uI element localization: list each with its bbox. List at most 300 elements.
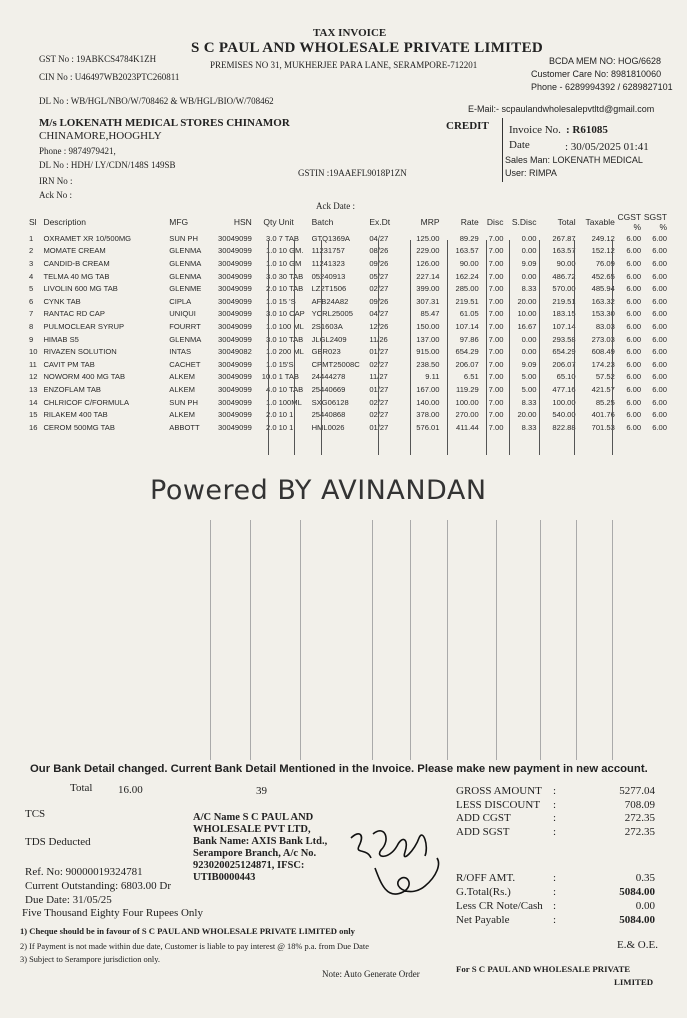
table-cell: 167.00 [416, 384, 440, 394]
bank-change-notice: Our Bank Detail changed. Current Bank Detail Mentioned in the Invoice. Please make new payment in new account. [30, 763, 648, 775]
table-cell: 30049099 [218, 359, 252, 369]
table-cell: 30049099 [218, 321, 252, 331]
table-cell: 7.00 [488, 410, 504, 420]
table-cell: 05/27 [369, 271, 389, 281]
table-cell: TELMA 40 MG TAB [43, 271, 110, 281]
table-cell: HIMAB S5 [43, 334, 79, 344]
table-cell: 227.14 [416, 271, 440, 281]
table-row [28, 345, 668, 358]
table-cell: 1.0 [266, 296, 277, 306]
summary-label: G.Total(Rs.) [456, 886, 511, 898]
table-cell: SUN PH [169, 233, 198, 243]
ghost-rule [447, 520, 448, 760]
invoice-date: : 30/05/2025 01:41 [565, 141, 649, 153]
sales-man: Sales Man: LOKENATH MEDICAL [505, 155, 643, 165]
summary-colon: : [553, 914, 557, 926]
customer-place: CHINAMORE,HOOGHLY [39, 130, 162, 142]
table-cell: 30049099 [218, 309, 252, 319]
column-header: MRP [420, 217, 440, 227]
table-cell: 6.00 [652, 372, 667, 382]
table-cell: 02/27 [369, 284, 389, 294]
table-cell: 200 ML [278, 347, 304, 357]
table-cell: 11241323 [311, 258, 345, 268]
table-cell: 3 [29, 258, 34, 268]
table-cell: 7.00 [488, 321, 504, 331]
bank-line: WHOLESALE PVT LTD, [193, 824, 311, 835]
table-cell: 04/27 [369, 233, 389, 243]
table-cell: 24444278 [311, 372, 346, 382]
credit-label: CREDIT [446, 120, 489, 132]
table-cell: 5.00 [521, 372, 537, 382]
table-cell: 6.00 [652, 384, 667, 394]
table-cell: 915.00 [416, 347, 440, 357]
table-cell: 293.58 [552, 334, 576, 344]
column-header: Ex.Dt [369, 217, 391, 227]
term-line: 2) If Payment is not made within due date, Customer is liable to pay interest @ 18% p.a. from Due Date [20, 942, 369, 951]
summary-value: 0.00 [635, 900, 655, 912]
table-cell: 1.0 [266, 246, 277, 256]
table-cell: 6.00 [652, 422, 667, 432]
table-cell: 8.33 [521, 284, 537, 294]
dl-number: DL No : WB/HGL/NBO/W/708462 & WB/HGL/BIO/W/708462 [39, 96, 274, 106]
table-cell: 30049099 [218, 233, 252, 243]
table-cell: 238.50 [416, 359, 440, 369]
bank-details [193, 812, 327, 884]
table-cell: 150.00 [416, 321, 440, 331]
customer-gstin: GSTIN :19AAEFL9018P1ZN [298, 168, 407, 178]
table-cell: 2.0 [266, 410, 277, 420]
table-cell: 401.76 [591, 410, 615, 420]
table-cell: 97.86 [459, 334, 479, 344]
table-cell: 02/27 [369, 410, 389, 420]
table-cell: ENZOFLAM TAB [43, 384, 101, 394]
table-cell: 6.00 [652, 321, 667, 331]
table-cell: 7 TAB [278, 233, 299, 243]
column-rule [612, 240, 613, 455]
table-cell: 1.0 [266, 258, 277, 268]
company-phone: Phone - 6289994392 / 6289827101 [531, 82, 673, 92]
table-cell: 6.00 [626, 233, 642, 243]
table-cell: 10 [29, 347, 38, 357]
table-cell: 378.00 [416, 410, 440, 420]
table-cell: 6.00 [652, 284, 667, 294]
table-cell: 02/27 [369, 397, 389, 407]
table-body [28, 232, 668, 434]
table-cell: 01/27 [369, 422, 389, 432]
table-cell: OXRAMET XR 10/500MG [43, 233, 132, 243]
table-cell: 12 [29, 372, 38, 382]
table-cell: 219.51 [455, 296, 479, 306]
table-cell: 270.00 [455, 410, 479, 420]
ghost-rule [372, 520, 373, 760]
table-row [28, 408, 668, 421]
table-cell: 30049099 [218, 284, 252, 294]
table-cell: 219.51 [552, 296, 576, 306]
table-cell: 6.00 [626, 334, 642, 344]
amount-in-words: Five Thousand Eighty Four Rupees Only [22, 907, 203, 919]
table-row [28, 232, 668, 245]
table-cell: 20.00 [517, 296, 537, 306]
table-cell: 307.31 [416, 296, 440, 306]
table-cell: 30049099 [218, 271, 252, 281]
ghost-rule [612, 520, 613, 760]
table-cell: 654.29 [455, 347, 479, 357]
summary-label: Less CR Note/Cash [456, 900, 543, 912]
table-cell: LIVOLIN 600 MG TAB [43, 284, 118, 294]
column-header: Total [557, 217, 576, 227]
table-cell: CPMT25008C [311, 359, 360, 369]
total-qty: 16.00 [118, 784, 143, 796]
table-cell: 7 [29, 309, 34, 319]
table-cell: 411.44 [456, 422, 479, 432]
summary-colon: : [553, 812, 557, 824]
table-cell: 1 TAB [278, 372, 299, 382]
table-cell: 25440669 [311, 384, 346, 394]
table-cell: 6.00 [626, 284, 642, 294]
column-header: Batch [311, 217, 334, 227]
table-cell: 0.00 [521, 233, 537, 243]
table-cell: 1.0 [266, 359, 277, 369]
bank-line: Bank Name: AXIS Bank Ltd., [193, 836, 328, 847]
table-cell: 6.00 [652, 397, 667, 407]
bcda-number: BCDA MEM NO: HOG/6628 [549, 56, 662, 66]
table-cell: 6.00 [652, 347, 667, 357]
column-rule [321, 240, 322, 455]
table-cell: 90.00 [556, 258, 576, 268]
table-cell: 11231757 [311, 246, 345, 256]
company-name: S C PAUL AND WHOLESALE PRIVATE LIMITED [191, 40, 544, 56]
doc-title: TAX INVOICE [313, 27, 387, 39]
table-cell: CYNK TAB [43, 296, 81, 306]
table-cell: 57.52 [595, 372, 615, 382]
eoe-label: E.& O.E. [617, 939, 658, 951]
table-cell: 206.07 [455, 359, 479, 369]
table-cell: 3.0 [266, 309, 277, 319]
summary-colon: : [553, 798, 557, 811]
summary-label: GROSS AMOUNT [456, 785, 542, 797]
table-row [28, 383, 668, 396]
table-cell: 09/26 [369, 296, 389, 306]
table-cell: INTAS [169, 347, 192, 357]
table-cell: 119.29 [456, 384, 479, 394]
table-cell: 2.0 [266, 422, 277, 432]
table-cell: 7.00 [488, 309, 504, 319]
table-cell: 6.00 [626, 422, 642, 432]
table-cell: 10 GM. [278, 246, 304, 256]
table-cell: GLENMA [169, 334, 202, 344]
table-cell: 6.00 [626, 410, 642, 420]
column-rule [539, 240, 540, 455]
table-cell: 10.0 [261, 372, 277, 382]
invoice-box-divider [502, 118, 503, 182]
table-cell: 3.0 [266, 334, 277, 344]
table-cell: 0.00 [521, 334, 537, 344]
due-date: Due Date: 31/05/25 [25, 894, 112, 906]
table-cell: 477.16 [552, 384, 576, 394]
table-cell: 570.00 [552, 284, 576, 294]
table-cell: GLENMA [169, 258, 202, 268]
table-row [28, 245, 668, 258]
table-cell: 107.14 [455, 321, 479, 331]
table-row [28, 308, 668, 321]
table-cell: 6.51 [463, 372, 479, 382]
table-cell: 608.49 [591, 347, 615, 357]
table-cell: YCRL25005 [311, 309, 353, 319]
table-cell: 0.00 [521, 347, 537, 357]
summary-value: 272.35 [624, 812, 655, 824]
column-header: Qty [263, 217, 277, 227]
table-row [28, 358, 668, 371]
table-cell: 85.25 [595, 397, 615, 407]
table-row [28, 421, 668, 434]
ghost-rule [540, 520, 541, 760]
table-cell: 7.00 [488, 271, 504, 281]
company-address: PREMISES NO 31, MUKHERJEE PARA LANE, SERAMPORE-712201 [210, 60, 478, 70]
table-cell: 7.00 [488, 347, 504, 357]
table-cell: 6.00 [626, 309, 642, 319]
ack-number: Ack No : [39, 190, 72, 200]
signatory-line: LIMITED [614, 977, 654, 987]
summary-value: 0.35 [635, 872, 655, 884]
table-cell: 11/27 [369, 372, 388, 382]
table-cell: 10 GM [278, 258, 302, 268]
reference-number: Ref. No: 90000019324781 [25, 866, 143, 878]
table-cell: 9 [29, 334, 34, 344]
table-cell: 7.00 [488, 246, 504, 256]
ghost-rule [576, 520, 577, 760]
table-cell: 11/26 [369, 334, 388, 344]
table-cell: 10 CAP [278, 309, 305, 319]
ghost-rule [496, 520, 497, 760]
table-cell: 0.00 [521, 271, 537, 281]
table-cell: 14 [29, 397, 38, 407]
table-cell: ALKEM [169, 384, 196, 394]
bank-line: UTIB0000443 [193, 872, 256, 883]
summary-value: 272.35 [624, 825, 655, 838]
table-cell: 76.09 [595, 258, 615, 268]
column-rule [486, 240, 487, 455]
summary-label: ADD CGST [456, 812, 511, 824]
items-table [28, 212, 668, 434]
bank-line: A/C Name S C PAUL AND [193, 812, 314, 823]
column-header: Sl [29, 217, 37, 227]
table-cell: CHLRICOF C/FORMULA [43, 397, 130, 407]
table-cell: 137.00 [416, 334, 440, 344]
cin-number: CIN No : U46497WB2023PTC260811 [39, 72, 180, 82]
column-rule [378, 240, 379, 455]
summary-label: Net Payable [456, 914, 510, 926]
table-cell: 16.67 [517, 321, 537, 331]
table-cell: 162.24 [455, 271, 479, 281]
table-cell: PULMOCLEAR SYRUP [43, 321, 125, 331]
table-row [28, 270, 668, 283]
table-cell: 152.12 [591, 246, 615, 256]
table-cell: CANDID-B CREAM [43, 258, 110, 268]
invoice-number: : R61085 [566, 124, 608, 136]
auto-generate-note: Note: Auto Generate Order [322, 969, 420, 979]
table-cell: 6.00 [652, 296, 667, 306]
table-cell: 01/27 [369, 347, 389, 357]
table-cell: CIPLA [169, 296, 192, 306]
table-cell: GTQ1369A [311, 233, 350, 243]
summary-label: LESS DISCOUNT [456, 798, 541, 811]
table-cell: 7.00 [488, 422, 504, 432]
table-cell: 4.0 [266, 384, 277, 394]
table-cell: 10 TAB [278, 334, 304, 344]
summary-value: 5277.04 [619, 785, 655, 797]
table-cell: 5.00 [521, 384, 537, 394]
powered-by-watermark: Powered BY AVINANDAN [150, 475, 487, 506]
table-cell: 486.72 [552, 271, 576, 281]
table-cell: 6.00 [652, 233, 667, 243]
table-cell: 10.00 [517, 309, 537, 319]
table-cell: 30049099 [218, 372, 252, 382]
table-cell: 10 TAB [278, 284, 304, 294]
column-header: CGST % [617, 212, 642, 232]
table-cell: 183.15 [552, 309, 576, 319]
table-header-row [28, 212, 668, 232]
gst-number: GST No : 19ABKCS4784K1ZH [39, 54, 157, 64]
table-cell: ABBOTT [169, 422, 200, 432]
table-cell: 15'S [278, 359, 294, 369]
table-cell: 140.00 [416, 397, 440, 407]
table-cell: 1 [29, 233, 34, 243]
column-rule [574, 240, 575, 455]
table-cell: 540.00 [552, 410, 576, 420]
summary-label: R/OFF AMT. [456, 872, 516, 884]
table-cell: RANTAC RD CAP [43, 309, 105, 319]
table-cell: 399.00 [416, 284, 440, 294]
table-cell: ALKEM [169, 372, 196, 382]
ghost-rule [410, 520, 411, 760]
table-row [28, 295, 668, 308]
column-header: MFG [169, 217, 189, 227]
table-cell: 08/26 [369, 246, 389, 256]
column-header: HSN [233, 217, 252, 227]
summary-value: 708.09 [624, 798, 655, 811]
table-cell: 285.00 [455, 284, 479, 294]
table-cell: CEROM 500MG TAB [43, 422, 115, 432]
table-cell: 6.00 [652, 258, 667, 268]
table-cell: 163.57 [455, 246, 479, 256]
column-header: Description [43, 217, 86, 227]
company-email: E-Mail:- scpaulandwholesalepvtltd@gmail.com [468, 104, 655, 114]
term-line: 3) Subject to Serampore jurisdiction only. [20, 955, 160, 964]
table-cell: 05240913 [311, 271, 346, 281]
column-header: Unit [278, 217, 294, 227]
table-cell: NOWORM 400 MG TAB [43, 372, 126, 382]
table-cell: 1.0 [266, 321, 277, 331]
table-cell: 16 [29, 422, 38, 432]
table-cell: LZ2T1506 [311, 284, 347, 294]
table-cell: 0.00 [521, 246, 537, 256]
table-cell: 15 'S [278, 296, 296, 306]
irn-number: IRN No : [39, 176, 73, 186]
table-cell: 421.57 [591, 384, 615, 394]
column-rule [410, 240, 411, 455]
ghost-rule [250, 520, 251, 760]
term-line: 1) Cheque should be in favour of S C PAUL AND WHOLESALE PRIVATE LIMITED only [20, 926, 355, 936]
customer-phone: Phone : 9874979421, [39, 146, 116, 156]
column-header: S.Disc [511, 217, 537, 227]
table-row [28, 371, 668, 384]
summary-colon: : [553, 785, 557, 797]
table-cell: 6.00 [626, 246, 642, 256]
table-cell: 163.57 [552, 246, 576, 256]
table-cell: 30049099 [218, 422, 252, 432]
table-cell: 83.03 [595, 321, 615, 331]
table-cell: 206.07 [552, 359, 576, 369]
table-cell: 6.00 [652, 246, 667, 256]
table-cell: 6 [29, 296, 34, 306]
table-cell: 10 1 [278, 410, 294, 420]
table-cell: GLENMA [169, 271, 202, 281]
table-cell: 6.00 [626, 397, 642, 407]
table-cell: 1.0 [266, 347, 277, 357]
total-items: 39 [256, 785, 267, 797]
column-rule [509, 240, 510, 455]
table-cell: CACHET [169, 359, 201, 369]
ghost-rule [210, 520, 211, 760]
table-cell: 8.33 [521, 422, 537, 432]
table-cell: 6.00 [626, 296, 642, 306]
table-cell: 7.00 [488, 296, 504, 306]
table-cell: 30049099 [218, 246, 252, 256]
column-rule [294, 240, 295, 455]
table-cell: 01/27 [369, 384, 389, 394]
table-cell: 25440868 [311, 410, 346, 420]
table-cell: 163.32 [591, 296, 615, 306]
table-cell: 7.00 [488, 334, 504, 344]
table-cell: 6.00 [652, 271, 667, 281]
ghost-rule [300, 520, 301, 760]
table-cell: GLENMA [169, 246, 202, 256]
table-cell: 10 TAB [278, 384, 304, 394]
column-rule [268, 240, 269, 455]
table-cell: 30049099 [218, 384, 252, 394]
table-cell: 30049099 [218, 397, 252, 407]
table-row [28, 282, 668, 295]
table-row [28, 320, 668, 333]
table-cell: 267.87 [552, 233, 576, 243]
table-cell: 4 [29, 271, 34, 281]
table-cell: 174.23 [591, 359, 615, 369]
table-cell: 229.00 [416, 246, 440, 256]
table-cell: 107.14 [552, 321, 576, 331]
table-cell: 30 TAB [278, 271, 304, 281]
table-cell: 125.00 [416, 233, 440, 243]
table-cell: 9.09 [521, 258, 537, 268]
table-cell: 2 [29, 246, 34, 256]
table-cell: 6.00 [626, 321, 642, 331]
current-outstanding: Current Outstanding: 6803.00 Dr [25, 880, 172, 892]
table-cell: JLGL2409 [311, 334, 347, 344]
handwritten-signature [345, 820, 455, 910]
table-cell: 2.0 [266, 284, 277, 294]
summary-label: ADD SGST [456, 825, 510, 838]
date-label: Date [509, 139, 530, 151]
signature-stroke [375, 858, 439, 894]
table-cell: 7.00 [488, 372, 504, 382]
ack-date: Ack Date : [316, 201, 355, 211]
table-cell: 20.00 [517, 410, 537, 420]
column-rule [447, 240, 448, 455]
table-cell: 3.0 [266, 233, 277, 243]
table-row [28, 257, 668, 270]
table-cell: GLENME [169, 284, 202, 294]
signatory-line: For S C PAUL AND WHOLESALE PRIVATE [456, 964, 631, 974]
table-cell: 6.00 [626, 372, 642, 382]
